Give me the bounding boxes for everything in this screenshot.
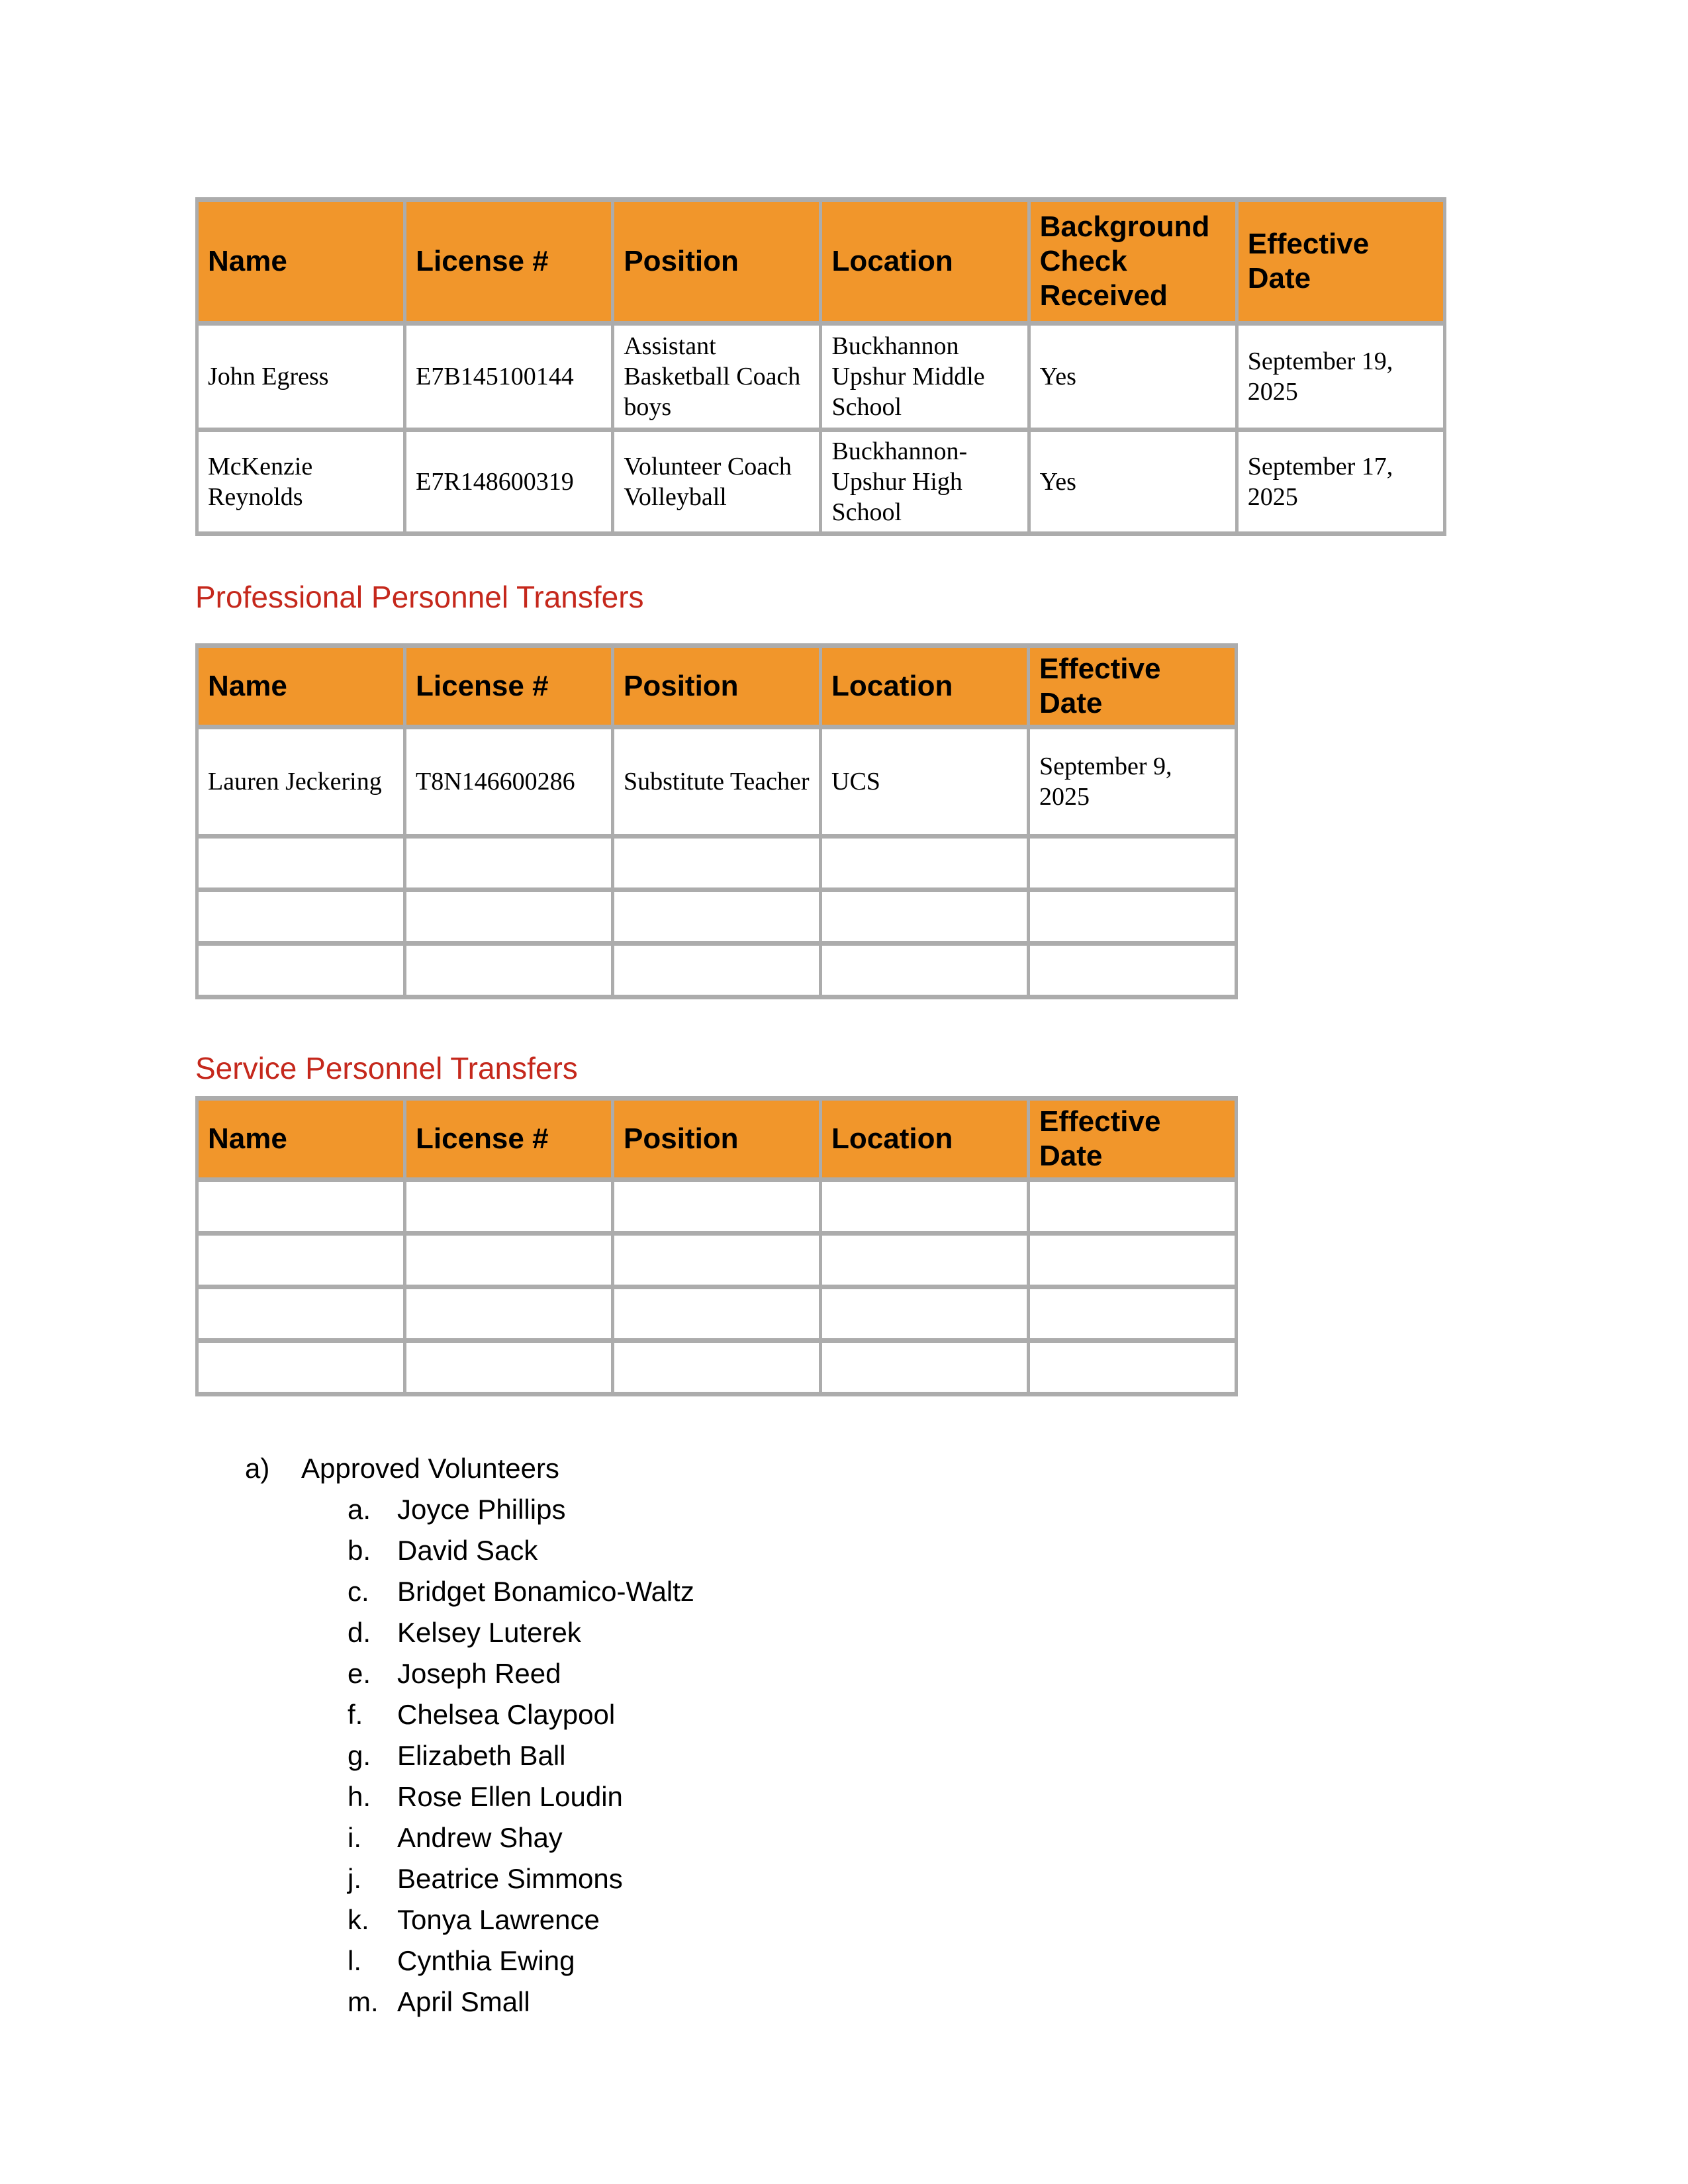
- list-item: [348, 1653, 1443, 1694]
- volunteer-name: Chelsea Claypool: [397, 1699, 616, 1730]
- cell-location: Buckhannon-Upshur High School: [822, 432, 1027, 531]
- table-header-row: [199, 648, 1235, 725]
- list-item-marker: a.: [348, 1494, 371, 1525]
- list-item-marker: c.: [348, 1576, 369, 1607]
- cell-position: Volunteer Coach Volleyball: [614, 432, 819, 531]
- volunteer-name: April Small: [397, 1986, 530, 2017]
- list-item-marker: m.: [348, 1986, 379, 2017]
- section-heading-professional-transfers: Professional Personnel Transfers: [195, 580, 644, 614]
- service-transfers-table: [195, 1096, 1238, 1396]
- col-header-location: Location: [822, 1101, 1027, 1177]
- list-item-marker: f.: [348, 1699, 363, 1730]
- list-heading-marker: a): [245, 1453, 270, 1484]
- cell-name: John Egress: [199, 326, 403, 428]
- list-item-marker: d.: [348, 1617, 371, 1648]
- col-header-name: Name: [199, 202, 403, 321]
- list-item: [348, 1530, 1443, 1571]
- col-header-location: Location: [822, 648, 1027, 725]
- table-row: [199, 432, 1443, 531]
- empty-table-row: [199, 1289, 1235, 1338]
- cell-position: Substitute Teacher: [614, 729, 819, 834]
- cell-background-check: Yes: [1031, 326, 1235, 428]
- list-item: [348, 1940, 1443, 1981]
- list-item-marker: k.: [348, 1904, 369, 1935]
- volunteer-name: Elizabeth Ball: [397, 1740, 566, 1771]
- volunteer-name: Beatrice Simmons: [397, 1863, 623, 1894]
- list-item: [348, 1899, 1443, 1940]
- cell-license: E7R148600319: [406, 432, 611, 531]
- cell-license: T8N146600286: [406, 729, 611, 834]
- empty-table-row: [199, 892, 1235, 941]
- approved-volunteers-list: [195, 1448, 1443, 2023]
- list-item: [348, 1735, 1443, 1776]
- volunteer-name: Joyce Phillips: [397, 1494, 566, 1525]
- cell-effective-date: September 9, 2025: [1030, 729, 1235, 834]
- volunteer-name: Rose Ellen Loudin: [397, 1781, 623, 1812]
- empty-table-row: [199, 1236, 1235, 1285]
- cell-position: Assistant Basketball Coach boys: [614, 326, 819, 428]
- cell-background-check: Yes: [1031, 432, 1235, 531]
- cell-location: UCS: [822, 729, 1027, 834]
- cell-effective-date: September 17, 2025: [1239, 432, 1443, 531]
- volunteer-name: Bridget Bonamico-Waltz: [397, 1576, 694, 1607]
- col-header-effective-date: Effective Date: [1239, 202, 1443, 321]
- volunteer-name: Joseph Reed: [397, 1658, 561, 1689]
- list-item: [348, 1858, 1443, 1899]
- col-header-license: License #: [406, 202, 611, 321]
- list-item: [348, 1571, 1443, 1612]
- table-header-row: [199, 1101, 1235, 1177]
- table-row: [199, 729, 1235, 834]
- col-header-effective-date: Effective Date: [1030, 648, 1235, 725]
- list-heading: [245, 1448, 1443, 1489]
- list-item-marker: l.: [348, 1945, 361, 1976]
- list-item-marker: g.: [348, 1740, 371, 1771]
- list-item: [348, 1776, 1443, 1817]
- cell-name: McKenzie Reynolds: [199, 432, 403, 531]
- col-header-location: Location: [822, 202, 1027, 321]
- empty-table-row: [199, 946, 1235, 995]
- col-header-background-check: Background Check Received: [1031, 202, 1235, 321]
- coaches-table: [195, 197, 1446, 536]
- empty-table-row: [199, 1343, 1235, 1392]
- table-row: [199, 326, 1443, 428]
- list-heading-label: Approved Volunteers: [301, 1453, 559, 1484]
- col-header-license: License #: [406, 648, 611, 725]
- col-header-name: Name: [199, 1101, 403, 1177]
- cell-name: Lauren Jeckering: [199, 729, 403, 834]
- volunteer-name: Tonya Lawrence: [397, 1904, 600, 1935]
- volunteer-name: Andrew Shay: [397, 1822, 563, 1853]
- list-item-marker: e.: [348, 1658, 371, 1689]
- list-item: [348, 1612, 1443, 1653]
- list-item: [348, 1489, 1443, 1530]
- list-item-marker: i.: [348, 1822, 361, 1853]
- volunteer-name: David Sack: [397, 1535, 538, 1566]
- list-item: [348, 1981, 1443, 2023]
- list-item-marker: j.: [348, 1863, 361, 1894]
- col-header-name: Name: [199, 648, 403, 725]
- volunteer-name: Kelsey Luterek: [397, 1617, 581, 1648]
- col-header-position: Position: [614, 1101, 819, 1177]
- professional-transfers-table: [195, 643, 1238, 999]
- volunteer-name: Cynthia Ewing: [397, 1945, 575, 1976]
- cell-license: E7B145100144: [406, 326, 611, 428]
- empty-table-row: [199, 839, 1235, 887]
- list-item: [348, 1694, 1443, 1735]
- col-header-position: Position: [614, 202, 819, 321]
- col-header-license: License #: [406, 1101, 611, 1177]
- list-item: [348, 1817, 1443, 1858]
- cell-effective-date: September 19, 2025: [1239, 326, 1443, 428]
- list-item-marker: b.: [348, 1535, 371, 1566]
- cell-location: Buckhannon Upshur Middle School: [822, 326, 1027, 428]
- col-header-effective-date: Effective Date: [1030, 1101, 1235, 1177]
- col-header-position: Position: [614, 648, 819, 725]
- empty-table-row: [199, 1182, 1235, 1231]
- table-header-row: [199, 202, 1443, 321]
- section-heading-service-transfers: Service Personnel Transfers: [195, 1051, 578, 1085]
- list-item-marker: h.: [348, 1781, 371, 1812]
